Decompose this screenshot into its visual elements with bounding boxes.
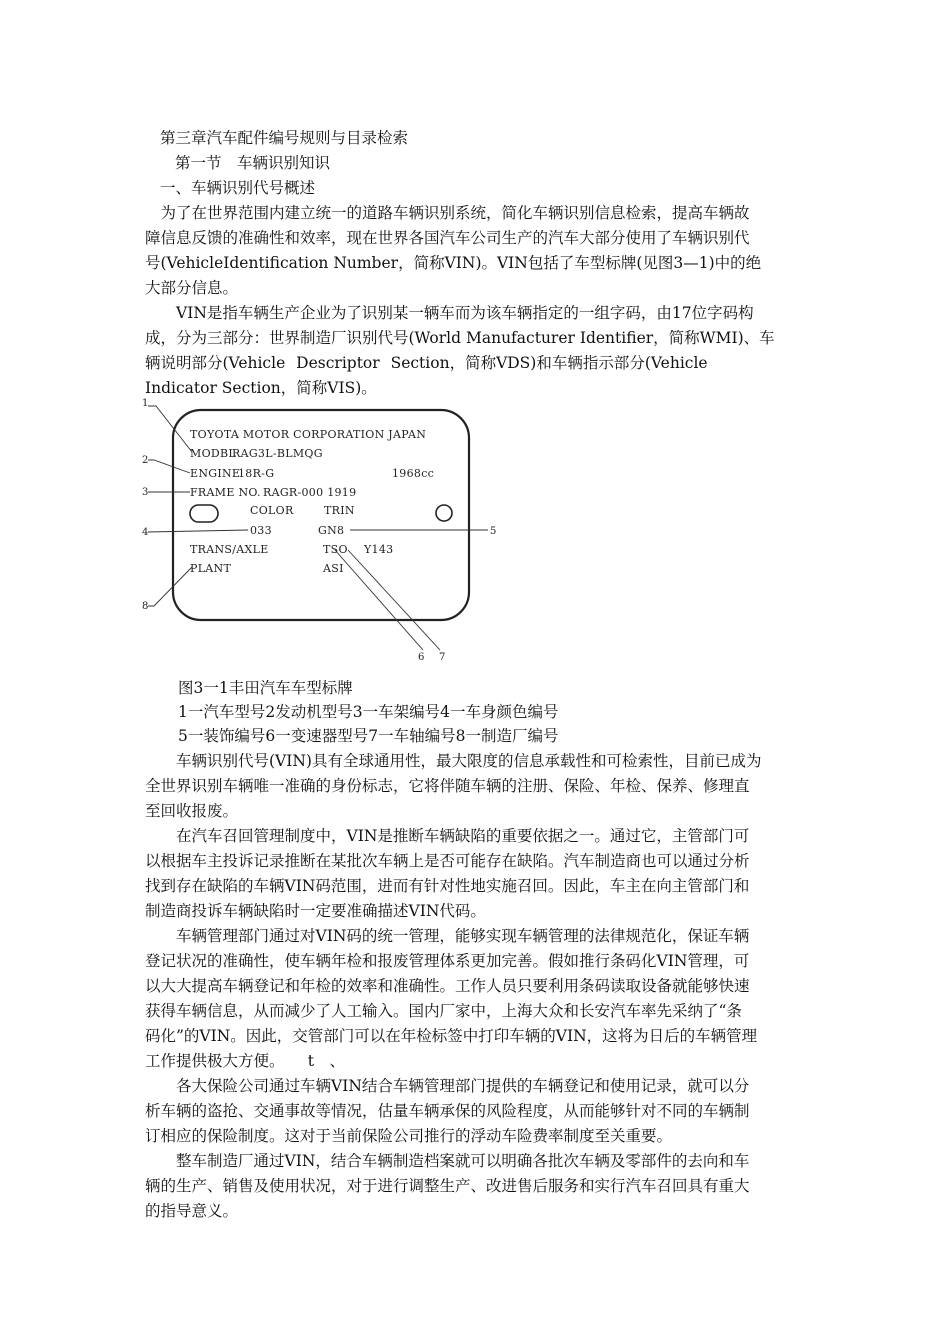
para5-line: 登记状况的准确性，使车辆年检和报废管理体系更加完善。假如推行条码化VIN管理，可: [145, 952, 750, 970]
plate-y-value: Y143: [364, 543, 394, 556]
plate-plant-label: PLANT: [190, 562, 232, 575]
para4-line: 找到存在缺陷的车辆VIN码范围，进而有针对性地实施召回。因此，车主在向主管部门和: [145, 877, 750, 895]
plate-engine-label: ENGINE: [190, 467, 241, 480]
plate-color-label: COLOR: [250, 504, 294, 517]
para4-line: 制造商投诉车辆缺陷时一定要准确描述VIN代码。: [145, 902, 486, 920]
para7-line: 的指导意义。: [145, 1202, 239, 1220]
callout-8: 8: [142, 601, 149, 612]
callout-7: 7: [439, 652, 446, 663]
para3-line: 全世界识别车辆唯一准确的身份标志，它将伴随车辆的注册、保险、年检、保养、修理直: [145, 777, 750, 795]
para5-line: 码化”的VIN。因此，交管部门可以在年检标签中打印车辆的VIN，这将为日后的车辆管理: [145, 1027, 758, 1045]
figure-caption: 图3一1丰田汽车车型标牌: [178, 679, 353, 697]
plate-tso-value: TSO: [323, 543, 348, 556]
para2-line: 成，分为三部分：世界制造厂识别代号(World Manufacturer Identifier，简称WMI)、车: [145, 329, 775, 347]
callout-4: 4: [142, 527, 149, 538]
para6-line: 订相应的保险制度。这对于当前保险公司推行的浮动车险费率制度至关重要。: [145, 1127, 673, 1145]
para5-line: 工作提供极大方便。 t 、: [145, 1052, 345, 1070]
para3-line: 车辆识别代号(VIN)具有全球通用性，最大限度的信息承载性和可检索性，目前已成为: [145, 752, 762, 770]
subsection-title: 一、车辆识别代号概述: [160, 179, 316, 197]
callout-5: 5: [490, 526, 497, 537]
plate-rivet-circle: [436, 505, 452, 521]
para5-line: 车辆管理部门通过对VIN码的统一管理，能够实现车辆管理的法律规范化，保证车辆: [145, 927, 750, 945]
para6-line: 析车辆的盗抢、交通事故等情况，估量车辆承保的风险程度，从而能够针对不同的车辆制: [145, 1102, 750, 1120]
para3-line: 至回收报废。: [145, 802, 239, 820]
para7-line: 辆的生产、销售及使用状况，对于进行调整生产、改进售后服务和实行汽车召回具有重大: [145, 1177, 750, 1195]
para2-line: Indicator Section，简称VIS)。: [145, 379, 377, 397]
plate-engine-value: 18R-G: [238, 467, 275, 480]
para7-line: 整车制造厂通过VIN，结合车辆制造档案就可以明确各批次车辆及零部件的去向和车: [145, 1152, 750, 1170]
plate-color-value: 033: [250, 524, 272, 537]
section-title: 第一节 车辆识别知识: [175, 154, 331, 172]
plate-trim-label: TRIN: [324, 504, 355, 517]
figure-legend: 1一汽车型号2发动机型号3一车架编号4一车身颜色编号: [178, 703, 559, 721]
plate-company: TOYOTA MOTOR CORPORATION JAPAN: [190, 428, 427, 441]
figure-legend: 5一装饰编号6一变速器型号7一车轴编号8一制造厂编号: [178, 727, 559, 745]
plate-frame-label: FRAME NO.: [190, 486, 261, 499]
para5-line: 获得车辆信息，从而减少了人工输入。国内厂家中，上海大众和长安汽车率先采纳了“条: [145, 1002, 742, 1020]
callout-6: 6: [418, 652, 425, 663]
para5-line: 以大大提高车辆登记和年检的效率和准确性。工作人员只要利用条码读取设备就能够快速: [145, 977, 750, 995]
para2-line: 辆说明部分(Vehicle Descriptor Section，简称VDS)和车辆指示部分(Vehicle: [145, 354, 708, 372]
plate-model-label: MODBL: [190, 447, 236, 460]
plate-frame-value: RAGR-000 1919: [263, 486, 357, 499]
para4-line: 以根据车主投诉记录推断在某批次车辆上是否可能存在缺陷。汽车制造商也可以通过分析: [145, 852, 750, 870]
callout-3: 3: [142, 487, 149, 498]
para6-line: 各大保险公司通过车辆VIN结合车辆管理部门提供的车辆登记和使用记录，就可以分: [145, 1077, 750, 1095]
plate-asi-value: ASI: [323, 562, 344, 575]
plate-displacement: 1968cc: [392, 467, 435, 480]
plate-model-value: RAG3L-BLMQG: [232, 447, 323, 460]
para1-line: 大部分信息。: [145, 279, 239, 297]
para4-line: 在汽车召回管理制度中，VIN是推断车辆缺陷的重要依据之一。通过它，主管部门可: [145, 827, 750, 845]
para1-line: 为了在世界范围内建立统一的道路车辆识别系统，简化车辆识别信息检索，提高车辆故: [145, 204, 750, 222]
callout-2: 2: [142, 455, 149, 466]
para2-line: VIN是指车辆生产企业为了识别某一辆车而为该车辆指定的一组字码，由17位字码构: [145, 304, 754, 322]
chapter-title: 第三章汽车配件编号规则与目录检索: [160, 129, 409, 147]
para1-line: 号(VehicleIdentification Number，简称VIN)。VIN包括了车型标牌(见图3—1)中的绝: [145, 254, 762, 272]
para1-line: 障信息反馈的准确性和效率，现在世界各国汽车公司生产的汽车大部分使用了车辆识别代: [145, 229, 750, 247]
plate-rivet-oval: [190, 505, 218, 522]
callout-1: 1: [142, 398, 149, 409]
plate-trans-label: TRANS/AXLE: [190, 543, 269, 556]
vehicle-plate-figure: [140, 392, 510, 664]
vehicle-plate-diagram: [140, 392, 510, 664]
plate-trim-value: GN8: [318, 524, 345, 537]
